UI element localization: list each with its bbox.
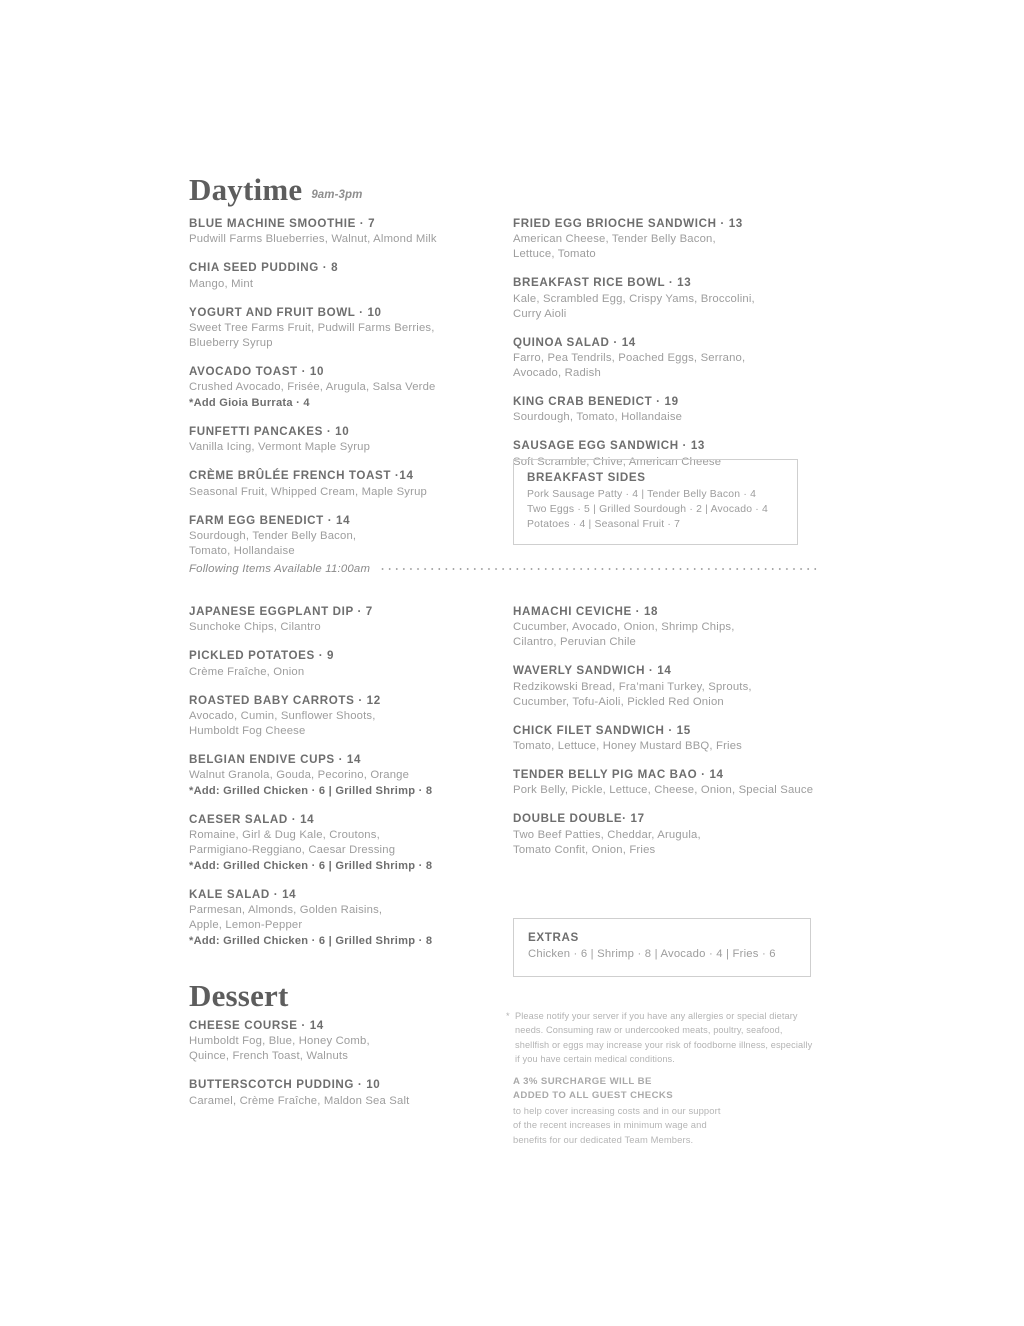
menu-item-name: KING CRAB BENEDICT · 19 bbox=[513, 394, 679, 408]
menu-item-name: PICKLED POTATOES · 9 bbox=[189, 649, 335, 663]
menu-item-description: Sweet Tree Farms Fruit, Pudwill Farms Berries, Blueberry Syrup bbox=[189, 321, 435, 349]
menu-item bbox=[513, 335, 818, 381]
menu-item-description: American Cheese, Tender Belly Bacon, Lettuce, Tomato bbox=[513, 233, 716, 261]
availability-divider bbox=[189, 563, 819, 575]
menu-item-description: Pudwill Farms Blueberries, Walnut, Almond Milk bbox=[189, 233, 437, 246]
menu-item bbox=[189, 424, 479, 455]
menu-item bbox=[189, 260, 479, 291]
breakfast-sides-lines bbox=[527, 487, 784, 532]
breakfast-sides-box bbox=[513, 459, 798, 545]
surcharge-heading: A 3% SURCHARGE WILL BE ADDED TO ALL GUEST CHECKS bbox=[513, 1076, 674, 1102]
menu-item-name: FUNFETTI PANCAKES · 10 bbox=[189, 425, 350, 439]
menu-item bbox=[189, 468, 479, 499]
lunch-right-column bbox=[513, 604, 818, 871]
menu-item-description: Sunchoke Chips, Cilantro bbox=[189, 621, 321, 634]
menu-item-name: WAVERLY SANDWICH · 14 bbox=[513, 664, 672, 678]
menu-item-description: Parmesan, Almonds, Golden Raisins, Apple, Lemon-Pepper bbox=[189, 904, 383, 932]
menu-item bbox=[189, 887, 479, 949]
menu-item-description: Kale, Scrambled Egg, Crispy Yams, Broccolini, Curry Aioli bbox=[513, 292, 755, 320]
menu-item-description: Avocado, Cumin, Sunflower Shoots, Humboldt Fog Cheese bbox=[189, 709, 376, 737]
box-line: Chicken · 6 | Shrimp · 8 | Avocado · 4 | Fries · 6 bbox=[528, 948, 776, 960]
menu-item bbox=[189, 752, 479, 799]
menu-item-description: Pork Belly, Pickle, Lettuce, Cheese, Onion, Special Sauce bbox=[513, 784, 814, 797]
menu-item-name: YOGURT AND FRUIT BOWL · 10 bbox=[189, 305, 382, 319]
menu-item-name: BELGIAN ENDIVE CUPS · 14 bbox=[189, 752, 362, 766]
menu-item-name: KALE SALAD · 14 bbox=[189, 888, 297, 902]
menu-item-name: FRIED EGG BRIOCHE SANDWICH · 13 bbox=[513, 217, 743, 230]
menu-item bbox=[513, 275, 818, 321]
menu-item-addon: *Add Gioia Burrata · 4 bbox=[189, 397, 310, 410]
menu-item bbox=[513, 767, 818, 798]
menu-item bbox=[189, 1018, 479, 1064]
extras-title: EXTRAS bbox=[528, 931, 579, 944]
menu-item-name: AVOCADO TOAST · 10 bbox=[189, 364, 325, 378]
menu-item-description: Crushed Avocado, Frisée, Arugula, Salsa Verde bbox=[189, 381, 436, 394]
menu-item bbox=[513, 811, 818, 857]
menu-item-description: Humboldt Fog, Blue, Honey Comb, Quince, French Toast, Walnuts bbox=[189, 1035, 370, 1063]
page-title-dessert: Dessert bbox=[189, 978, 289, 1013]
menu-item bbox=[189, 812, 479, 874]
extras-box bbox=[513, 918, 811, 977]
daytime-left-column bbox=[189, 216, 479, 572]
menu-item-addon: *Add: Grilled Chicken · 6 | Grilled Shrimp · 8 bbox=[189, 860, 433, 873]
box-line: Pork Sausage Patty · 4 | Tender Belly Bacon · 4 bbox=[527, 489, 757, 500]
menu-item-name: CRÈME BRÛLÉE FRENCH TOAST ·14 bbox=[189, 469, 414, 483]
allergy-footnote-text: Please notify your server if you have any allergies or special dietary needs. Consuming raw or undercooked meats, poultry, seafood, shellfish or eggs may increase your risk of foodborne illness, especially if you have certain medical conditions. bbox=[515, 1011, 813, 1065]
menu-item-addon: *Add: Grilled Chicken · 6 | Grilled Shrimp · 8 bbox=[189, 785, 433, 798]
menu-item-name: BREAKFAST RICE BOWL · 13 bbox=[513, 276, 692, 290]
menu-item bbox=[189, 216, 479, 247]
breakfast-sides-title: BREAKFAST SIDES bbox=[527, 471, 646, 484]
menu-item bbox=[189, 1077, 479, 1108]
menu-item-description: Redzikowski Bread, Fra’mani Turkey, Sprouts, Cucumber, Tofu-Aioli, Pickled Red Onion bbox=[513, 680, 752, 708]
menu-item-addon: *Add: Grilled Chicken · 6 | Grilled Shrimp · 8 bbox=[189, 935, 433, 948]
menu-item bbox=[189, 513, 479, 559]
extras-lines bbox=[528, 947, 796, 963]
menu-item-description: Walnut Granola, Gouda, Pecorino, Orange bbox=[189, 769, 410, 782]
menu-item-name: HAMACHI CEVICHE · 18 bbox=[513, 605, 659, 618]
surcharge-footnote bbox=[513, 1075, 813, 1148]
surcharge-body: to help cover increasing costs and in our support of the recent increases in minimum wage and benefits for our dedicated Team Members. bbox=[513, 1104, 721, 1145]
allergy-footnote bbox=[506, 1009, 818, 1067]
menu-item bbox=[513, 216, 818, 262]
asterisk-icon: * bbox=[506, 1011, 510, 1021]
menu-item-name: BLUE MACHINE SMOOTHIE · 7 bbox=[189, 217, 376, 230]
menu-item bbox=[189, 604, 479, 635]
menu-item-description: Cucumber, Avocado, Onion, Shrimp Chips, Cilantro, Peruvian Chile bbox=[513, 621, 735, 649]
daytime-hours: 9am-3pm bbox=[311, 189, 363, 201]
availability-divider-label: Following Items Available 11:00am bbox=[189, 563, 371, 575]
menu-item-name: BUTTERSCOTCH PUDDING · 10 bbox=[189, 1078, 381, 1092]
menu-item-description: Romaine, Girl & Dug Kale, Croutons, Parmigiano-Reggiano, Caesar Dressing bbox=[189, 829, 396, 857]
menu-item-name: ROASTED BABY CARROTS · 12 bbox=[189, 693, 381, 707]
menu-item bbox=[189, 693, 479, 739]
menu-item-name: JAPANESE EGGPLANT DIP · 7 bbox=[189, 605, 373, 618]
dessert-section-header bbox=[189, 980, 289, 1011]
menu-item bbox=[513, 394, 818, 425]
dotted-rule bbox=[379, 568, 819, 570]
box-line: Potatoes · 4 | Seasonal Fruit · 7 bbox=[527, 519, 681, 531]
menu-item bbox=[189, 364, 479, 411]
menu-item-description: Mango, Mint bbox=[189, 277, 254, 290]
menu-item-name: CHICK FILET SANDWICH · 15 bbox=[513, 723, 691, 737]
menu-item-description: Sourdough, Tender Belly Bacon, Tomato, Hollandaise bbox=[189, 529, 357, 557]
menu-item-name: SAUSAGE EGG SANDWICH · 13 bbox=[513, 439, 706, 453]
menu-item-description: Vanilla Icing, Vermont Maple Syrup bbox=[189, 441, 371, 454]
menu-item bbox=[189, 648, 479, 679]
dessert-column bbox=[189, 1018, 479, 1122]
menu-item-name: CHIA SEED PUDDING · 8 bbox=[189, 261, 339, 275]
menu-item-name: QUINOA SALAD · 14 bbox=[513, 335, 636, 349]
menu-item bbox=[513, 604, 818, 650]
menu-item-description: Farro, Pea Tendrils, Poached Eggs, Serrano, Avocado, Radish bbox=[513, 351, 746, 379]
menu-item bbox=[189, 305, 479, 351]
daytime-section-header bbox=[189, 174, 363, 205]
menu-item bbox=[513, 723, 818, 754]
box-line: Two Eggs · 5 | Grilled Sourdough · 2 | Avocado · 4 bbox=[527, 504, 769, 516]
menu-item-name: TENDER BELLY PIG MAC BAO · 14 bbox=[513, 767, 724, 781]
menu-item-description: Sourdough, Tomato, Hollandaise bbox=[513, 411, 683, 424]
menu-item-description: Caramel, Crème Fraîche, Maldon Sea Salt bbox=[189, 1094, 410, 1107]
menu-item-name: FARM EGG BENEDICT · 14 bbox=[189, 513, 351, 527]
daytime-right-column bbox=[513, 216, 818, 483]
menu-item-description: Two Beef Patties, Cheddar, Arugula, Tomato Confit, Onion, Fries bbox=[513, 828, 701, 856]
menu-item-name: CAESER SALAD · 14 bbox=[189, 813, 315, 827]
menu-item-name: DOUBLE DOUBLE· 17 bbox=[513, 812, 645, 826]
menu-item-description: Seasonal Fruit, Whipped Cream, Maple Syrup bbox=[189, 485, 427, 498]
menu-item bbox=[513, 663, 818, 709]
menu-item-description: Crème Fraîche, Onion bbox=[189, 665, 305, 678]
menu-item-description: Soft Scramble, Chive, American Cheese bbox=[513, 455, 722, 468]
menu-item-name: CHEESE COURSE · 14 bbox=[189, 1019, 324, 1032]
menu-item-description: Tomato, Lettuce, Honey Mustard BBQ, Fries bbox=[513, 739, 743, 752]
page-title-daytime: Daytime bbox=[189, 172, 303, 207]
lunch-left-column bbox=[189, 604, 479, 962]
